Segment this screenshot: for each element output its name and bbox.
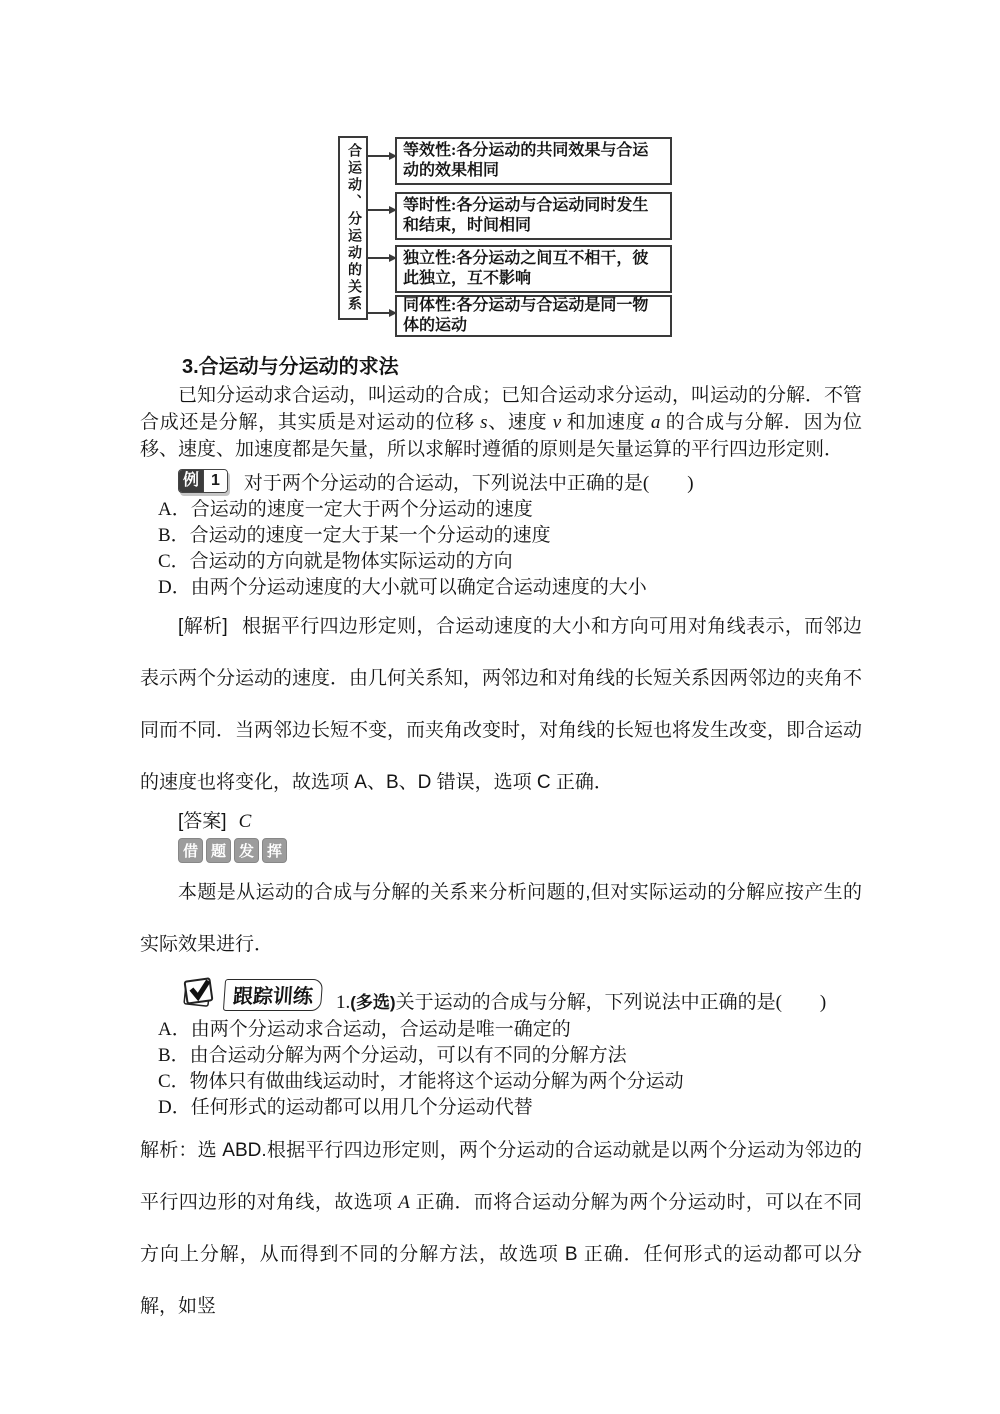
training-options — [158, 1017, 862, 1121]
tip-badge-char: 挥 — [262, 838, 287, 863]
example-header — [178, 468, 862, 494]
arrow-icon — [368, 257, 390, 259]
checkmark-card-icon — [180, 976, 218, 1015]
method-paragraph: 已知分运动求合运动，叫运动的合成；已知合运动求分运动，叫运动的分解．不管合成还是分解，其实质是对运动的位移 s、速度 v 和加速度 a 的合成与分解．因为位移、速度、加速度都是矢量，所以求解时遵循的原则是矢量运算的平行四边形定则． — [140, 385, 863, 460]
diagram-branch-label: 等时性:各分运动与合运动同时发生和结束，时间相同 — [403, 197, 649, 234]
diagram-branch-label: 同体性:各分运动与合运动是同一物体的运动 — [403, 297, 649, 334]
diagram-root-box — [338, 136, 368, 320]
training-question — [336, 987, 826, 1014]
relationship-diagram — [338, 136, 678, 341]
example-badge-char: 例 — [179, 470, 203, 492]
option-item: B．合运动的速度一定大于某一个分运动的速度 — [158, 525, 551, 546]
example-options — [158, 497, 862, 601]
tip-badge-char: 题 — [206, 838, 231, 863]
tip-paragraph: 本题是从运动的合成与分解的关系来分析问题的,但对实际运动的分解应按产生的实际效果进行． — [140, 882, 862, 955]
training-question-text: 关于运动的合成与分解，下列说法中正确的是( ) — [395, 991, 827, 1013]
example-badge — [178, 469, 228, 493]
diagram-root-label: 合运动、分运动的关系 — [346, 143, 361, 313]
training-header — [180, 977, 862, 1013]
solution-text: 选 ABD.根据平行四边形定则，两个分运动的合运动就是以两个分运动为邻边的平行四边形的对角线，故选项 A 正确．而将合运动分解为两个分运动时，可以在不同方向上分解，从而得到不同的分解方法，故选项 B 正确．任何形式的运动都可以分解，如竖 — [140, 1140, 863, 1317]
tip-badge-char: 发 — [234, 838, 259, 863]
example-analysis — [140, 601, 862, 809]
diagram-branch-box — [395, 192, 672, 240]
option-item: C．物体只有做曲线运动时，才能将这个运动分解为两个分运动 — [158, 1071, 684, 1092]
option-item: B．由合运动分解为两个分运动，可以有不同的分解方法 — [158, 1045, 627, 1066]
option-item: D．由两个分运动速度的大小就可以确定合运动速度的大小 — [158, 577, 647, 598]
tip-badge — [178, 838, 862, 863]
option-item: C．合运动的方向就是物体实际运动的方向 — [158, 551, 513, 572]
answer-value: C — [238, 811, 252, 832]
example-badge-number: 1 — [203, 470, 227, 492]
solution-label: 解析： — [140, 1140, 198, 1161]
diagram-branch-box — [395, 245, 672, 293]
option-item: A．合运动的速度一定大于两个分运动的速度 — [158, 499, 533, 520]
analysis-text: 根据平行四边形定则，合运动速度的大小和方向可用对角线表示，而邻边表示两个分运动的速度．由几何关系知，两邻边和对角线的长短关系因两邻边的夹角不同而不同．当两邻边长短不变，而夹角改变时，对角线的长短也将发生改变，即合运动的速度也将变化，故选项 A、B、D 错误，选项 C 正确． — [140, 616, 863, 793]
main-content — [140, 355, 862, 1333]
example-question: 对于两个分运动的合运动，下列说法中正确的是( ) — [243, 472, 694, 494]
example-answer — [178, 809, 862, 835]
arrow-icon — [368, 155, 390, 157]
analysis-label: [解析] — [178, 616, 228, 637]
diagram-branch-label: 独立性:各分运动之间互不相干，彼此独立，互不影响 — [403, 250, 649, 287]
diagram-branch-label: 等效性:各分运动的共同效果与合运动的效果相同 — [403, 142, 649, 179]
option-item: A．由两个分运动求合运动，合运动是唯一确定的 — [158, 1019, 571, 1040]
training-question-number: 1. — [336, 991, 351, 1013]
arrow-icon — [368, 312, 390, 314]
diagram-branch-box — [395, 295, 672, 337]
arrow-icon — [368, 209, 390, 211]
section-heading: 3.合运动与分运动的求法 — [182, 356, 399, 378]
diagram-branch-box — [395, 137, 672, 185]
tip-badge-char: 借 — [178, 838, 203, 863]
answer-label: [答案] — [178, 811, 227, 832]
training-question-tag: (多选) — [350, 992, 396, 1012]
training-label: 跟踪训练 — [223, 979, 323, 1011]
training-solution — [140, 1125, 862, 1333]
option-item: D．任何形式的运动都可以用几个分运动代替 — [158, 1097, 533, 1118]
